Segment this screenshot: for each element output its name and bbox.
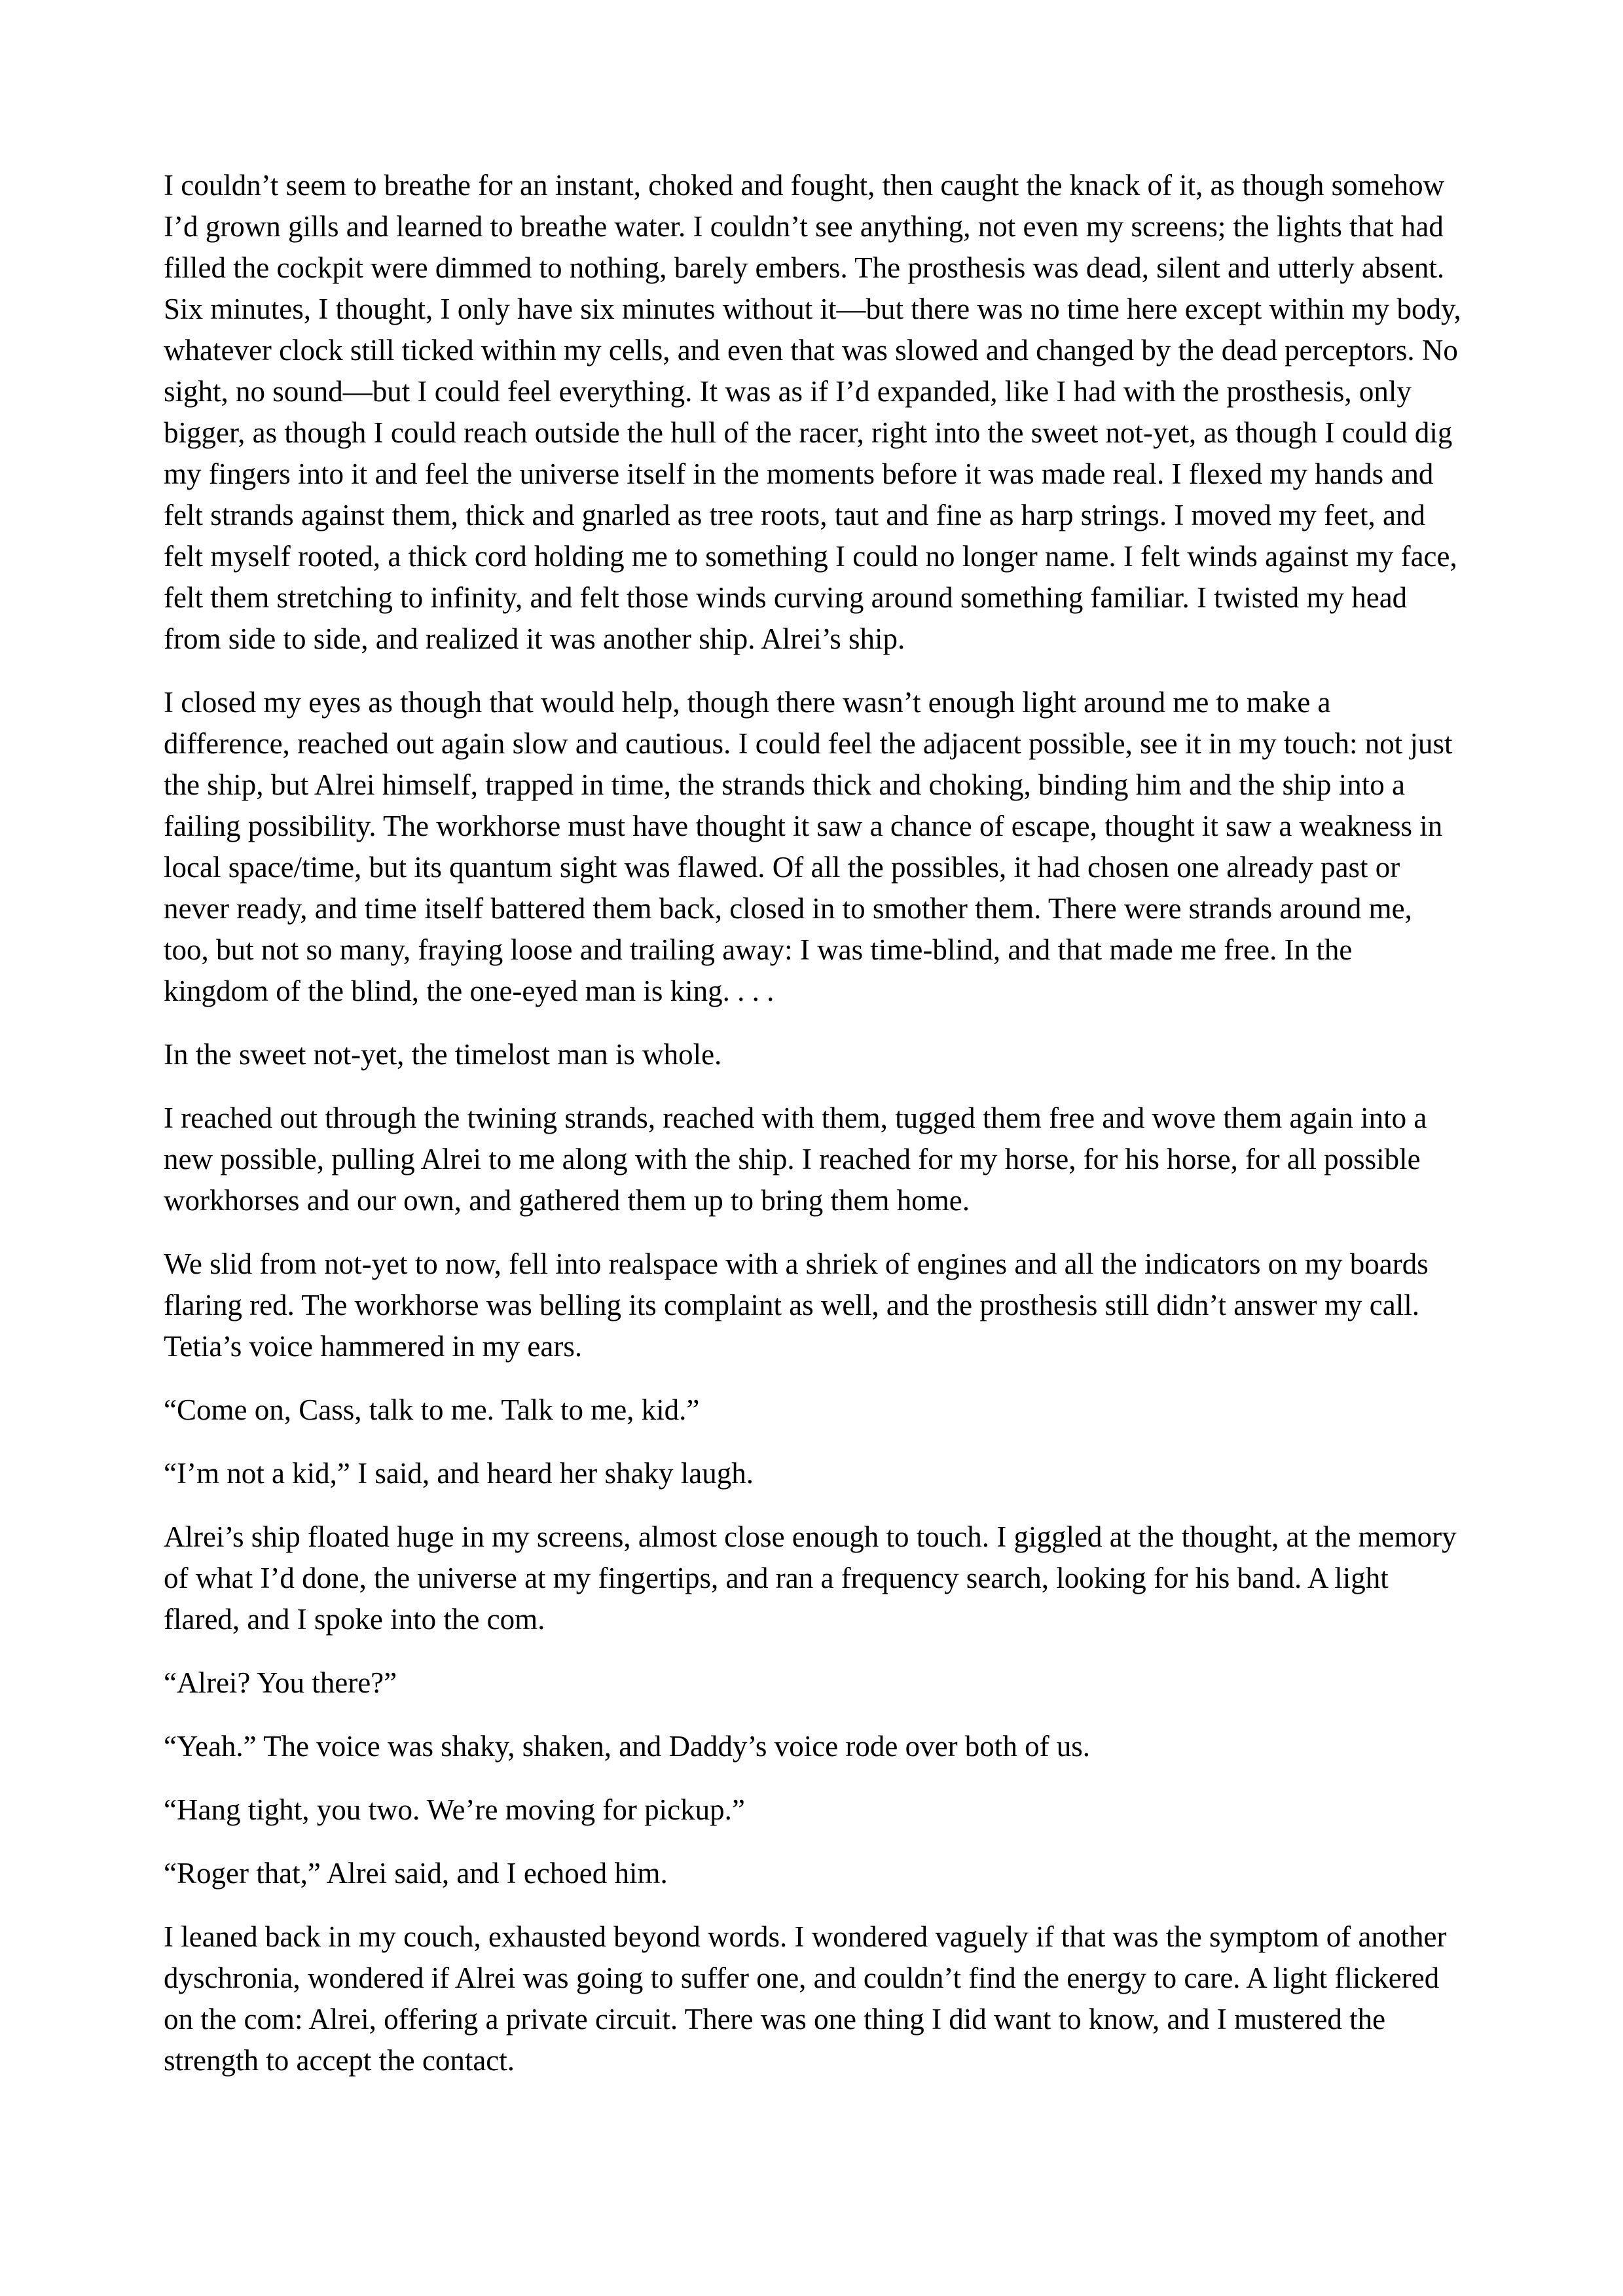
paragraph-3: In the sweet not-yet, the timelost man is whole.: [164, 1038, 722, 1071]
paragraph-1: I couldn’t seem to breathe for an instant, choked and fought, then caught the knack of it, as though somehow I’d grown gills and learned to breathe water. I couldn’t see anything, not even my screens; the lights that had filled the cockpit were dimmed to nothing, barely embers. The prosthesis was dead, silent and utterly absent. Six minutes, I thought, I only have six minutes without it—but there was no time here except within my body, whatever clock still ticked within my cells, and even that was slowed and changed by the dead perceptors. No sight, no sound—but I could feel everything. It was as if I’d expanded, like I had with the prosthesis, only bigger, as though I could reach outside the hull of the racer, right into the sweet not-yet, as though I could dig my fingers into it and feel the universe itself in the moments before it was made real. I flexed my hands and felt strands against them, thick and gnarled as tree roots, taut and fine as harp strings. I moved my feet, and felt myself rooted, a thick cord holding me to something I could no longer name. I felt winds against my face, felt them stretching to infinity, and felt those winds curving around something familiar. I twisted my head from side to side, and realized it was another ship. Alrei’s ship.: [164, 169, 1461, 655]
paragraph-11: “Hang tight, you two. We’re moving for pickup.”: [164, 1793, 745, 1826]
paragraph-12: “Roger that,” Alrei said, and I echoed him.: [164, 1857, 668, 1890]
paragraph-5: We slid from not-yet to now, fell into realspace with a shriek of engines and all the indicators on my boards flaring red. The workhorse was belling its complaint as well, and the prosthesis still didn’t answer my call. Tetia’s voice hammered in my ears.: [164, 1247, 1429, 1363]
paragraph-13: I leaned back in my couch, exhausted beyond words. I wondered vaguely if that was the symptom of another dyschronia, wondered if Alrei was going to suffer one, and couldn’t find the energy to care. A light flickered on the com: Alrei, offering a private circuit. There was one thing I did want to know, and I mustered the strength to accept the contact.: [164, 1920, 1447, 2077]
paragraph-6: “Come on, Cass, talk to me. Talk to me, kid.”: [164, 1393, 700, 1426]
paragraph-9: “Alrei? You there?”: [164, 1666, 397, 1699]
paragraph-10: “Yeah.” The voice was shaky, shaken, and Daddy’s voice rode over both of us.: [164, 1730, 1091, 1763]
paragraph-2: I closed my eyes as though that would help, though there wasn’t enough light around me to make a difference, reached out again slow and cautious. I could feel the adjacent possible, see it in my touch: not just the ship, but Alrei himself, trapped in time, the strands thick and choking, binding him and the ship into a failing possibility. The workhorse must have thought it saw a chance of escape, thought it saw a weakness in local space/time, but its quantum sight was flawed. Of all the possibles, it had chosen one already past or never ready, and time itself battered them back, closed in to smother them. There were strands around me, too, but not so many, fraying loose and trailing away: I was time-blind, and that made me free. In the kingdom of the blind, the one-eyed man is king. . . .: [164, 686, 1453, 1007]
paragraph-8: Alrei’s ship floated huge in my screens, almost close enough to touch. I giggled at the thought, at the memory of what I’d done, the universe at my fingertips, and ran a frequency search, looking for his band. A light flared, and I spoke into the com.: [164, 1520, 1457, 1636]
paragraph-7: “I’m not a kid,” I said, and heard her shaky laugh.: [164, 1457, 754, 1490]
paragraph-4: I reached out through the twining strands, reached with them, tugged them free and wove them again into a new possible, pulling Alrei to me along with the ship. I reached for my horse, for his horse, for all possible workhorses and our own, and gathered them up to bring them home.: [164, 1102, 1427, 1217]
